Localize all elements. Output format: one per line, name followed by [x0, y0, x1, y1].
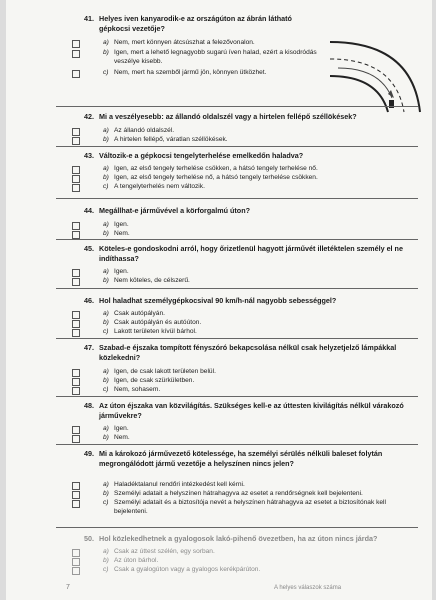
- option-letter: c): [103, 566, 109, 573]
- option-text: Lakott területen kívül bárhol.: [114, 328, 197, 335]
- option-b[interactable]: [6, 490, 426, 499]
- question-text: Az úton éjszaka van közvilágítás. Szükséges kell-e az úttesten kivilágítás nélkül várakozó járművekre?: [99, 401, 404, 420]
- answer-checkbox[interactable]: [72, 320, 80, 328]
- option-letter: c): [103, 499, 109, 506]
- option-a[interactable]: [6, 221, 426, 230]
- option-letter: b): [103, 319, 109, 326]
- option-text: Igen.: [114, 221, 129, 228]
- question-text: Megállhat-e járművével a körforgalmú úton?: [99, 206, 250, 215]
- answer-checkbox[interactable]: [72, 387, 80, 395]
- option-text: Az állandó oldalszél.: [114, 127, 175, 134]
- question-number: 41.: [84, 14, 94, 23]
- answer-checkbox[interactable]: [72, 482, 80, 490]
- option-b[interactable]: [6, 174, 426, 183]
- option-letter: b): [103, 377, 109, 384]
- divider: [56, 288, 418, 289]
- option-text: Személyi adatait a helyszínen hátrahagyva az esetet a rendőrségnek kell bejelenteni.: [114, 490, 363, 497]
- option-a[interactable]: [6, 425, 426, 434]
- question-number: 44.: [84, 206, 94, 215]
- option-c[interactable]: [6, 566, 426, 575]
- option-b[interactable]: [6, 319, 426, 328]
- option-b[interactable]: [6, 377, 426, 386]
- answer-checkbox[interactable]: [72, 50, 80, 58]
- option-letter: a): [103, 425, 109, 432]
- option-text: Nem.: [114, 434, 130, 441]
- answer-checkbox[interactable]: [72, 567, 80, 575]
- road-curve-car-icon: [328, 20, 422, 114]
- option-b[interactable]: [6, 434, 426, 443]
- divider: [56, 239, 418, 240]
- option-text: Igen, de csak lakott területen belül.: [114, 368, 216, 375]
- option-text: Nem, sohasem.: [114, 386, 161, 393]
- option-letter: b): [103, 490, 109, 497]
- question-text: Hol haladhat személygépkocsival 90 km/h-nál nagyobb sebességgel?: [99, 296, 337, 305]
- option-text: Csak autópályán és autóúton.: [114, 319, 202, 326]
- option-letter: a): [103, 481, 109, 488]
- option-text: Igen, mert a lehető legnagyobb sugarú íven halad, ezért a kisodródás veszélye kisebb.: [114, 49, 317, 65]
- option-letter: b): [103, 174, 109, 181]
- option-letter: a): [103, 548, 109, 555]
- option-a[interactable]: [6, 268, 426, 277]
- answer-checkbox[interactable]: [72, 222, 80, 230]
- option-text: Az úton bárhol.: [114, 557, 159, 564]
- option-letter: b): [103, 277, 109, 284]
- option-text: Csak a gyalogúton vagy a gyalogos kerékpárúton.: [114, 566, 261, 573]
- option-a[interactable]: [6, 310, 426, 319]
- answer-checkbox[interactable]: [72, 435, 80, 443]
- answer-checkbox[interactable]: [72, 378, 80, 386]
- option-letter: b): [103, 230, 109, 237]
- question-number: 42.: [84, 112, 94, 121]
- option-a[interactable]: [6, 127, 426, 136]
- question-text: Változik-e a gépkocsi tengelyterhelése emelkedőn haladva?: [99, 151, 304, 160]
- question-number: 47.: [84, 343, 94, 352]
- answer-checkbox[interactable]: [72, 137, 80, 145]
- option-b[interactable]: [6, 136, 426, 145]
- answer-checkbox[interactable]: [72, 231, 80, 239]
- question-text: Mi a károkozó járművezető kötelessége, ha személyi sérülés nélküli baleset folytán megrongálódott jármű vezetője a helyszínen nincs jelen?: [99, 449, 383, 468]
- question-text: Hol közlekedhetnek a gyalogosok lakó-pihenő övezetben, ha az úton nincs járda?: [99, 534, 378, 543]
- answer-checkbox[interactable]: [72, 311, 80, 319]
- option-text: Nem, mert ha szemből jármű jön, könnyen ütközhet.: [114, 69, 267, 76]
- option-letter: a): [103, 221, 109, 228]
- divider: [56, 527, 418, 528]
- option-a[interactable]: [6, 481, 426, 490]
- divider: [56, 146, 418, 147]
- option-text: Igen.: [114, 268, 129, 275]
- question-text: Mi a veszélyesebb: az állandó oldalszél vagy a hirtelen fellépő széllökések?: [99, 112, 357, 121]
- divider: [56, 106, 418, 107]
- answer-checkbox[interactable]: [72, 369, 80, 377]
- option-c[interactable]: [6, 183, 426, 192]
- option-letter: c): [103, 328, 109, 335]
- option-text: A hirtelen fellépő, váratlan széllökések.: [114, 136, 228, 143]
- option-letter: a): [103, 39, 109, 46]
- option-text: Csak autópályán.: [114, 310, 165, 317]
- option-letter: b): [103, 557, 109, 564]
- option-letter: a): [103, 268, 109, 275]
- test-page: [6, 0, 432, 600]
- question-text: Köteles-e gondoskodni arról, hogy őrizetlenül hagyott járművét illetéktelen személy el ne indíthassa?: [99, 244, 403, 263]
- option-b[interactable]: [6, 230, 426, 239]
- answer-checkbox[interactable]: [72, 500, 80, 508]
- answer-checkbox[interactable]: [72, 40, 80, 48]
- answer-checkbox[interactable]: [72, 549, 80, 557]
- question-number: 46.: [84, 296, 94, 305]
- answer-checkbox[interactable]: [72, 426, 80, 434]
- question-number: 45.: [84, 244, 94, 253]
- page-number: 7: [66, 584, 70, 591]
- option-b[interactable]: [6, 277, 426, 286]
- divider: [56, 198, 418, 199]
- answer-checkbox[interactable]: [72, 558, 80, 566]
- option-c[interactable]: [6, 328, 426, 337]
- answer-checkbox[interactable]: [72, 166, 80, 174]
- answer-checkbox[interactable]: [72, 329, 80, 337]
- answer-checkbox[interactable]: [72, 184, 80, 192]
- question-number: 49.: [84, 449, 94, 458]
- option-letter: a): [103, 310, 109, 317]
- option-b[interactable]: [6, 557, 426, 566]
- answer-checkbox[interactable]: [72, 278, 80, 286]
- option-letter: a): [103, 127, 109, 134]
- answer-checkbox[interactable]: [72, 269, 80, 277]
- option-letter: a): [103, 165, 109, 172]
- divider: [56, 444, 418, 445]
- option-c[interactable]: [6, 499, 426, 515]
- option-a[interactable]: [6, 368, 426, 377]
- option-letter: c): [103, 69, 109, 76]
- question-number: 48.: [84, 401, 94, 410]
- option-text: Igen, az első tengely terhelése csökken, a hátsó tengely terhelése nő.: [114, 165, 318, 172]
- option-letter: a): [103, 368, 109, 375]
- option-text: Igen.: [114, 425, 129, 432]
- option-text: Nem köteles, de célszerű.: [114, 277, 190, 284]
- divider: [56, 396, 418, 397]
- option-text: Nem, mert könnyen átcsúszhat a felezővonalon.: [114, 39, 255, 46]
- option-c[interactable]: [6, 386, 426, 395]
- option-text: Személyi adatait és a biztosítója nevét a helyszínen hátrahagyva az esetet a biztosítónak kell bejelenteni.: [114, 499, 386, 515]
- option-letter: c): [103, 183, 109, 190]
- question-text: Szabad-e éjszaka tompított fényszóró bekapcsolása nélkül csak helyzetjelző lámpákkal közlekedni?: [99, 343, 397, 362]
- question-number: 43.: [84, 151, 94, 160]
- option-text: Igen, de csak szürkületben.: [114, 377, 195, 384]
- option-letter: b): [103, 49, 109, 56]
- option-letter: b): [103, 136, 109, 143]
- score-label: A helyes válaszok száma: [274, 585, 342, 591]
- option-text: Igen, az első tengely terhelése nő, a hátsó tengely terhelése csökken.: [114, 174, 318, 181]
- option-letter: c): [103, 386, 109, 393]
- answer-checkbox[interactable]: [72, 175, 80, 183]
- option-a[interactable]: [6, 165, 426, 174]
- option-letter: b): [103, 434, 109, 441]
- answer-checkbox[interactable]: [72, 70, 80, 78]
- answer-checkbox[interactable]: [72, 128, 80, 136]
- answer-checkbox[interactable]: [72, 491, 80, 499]
- option-text: Nem.: [114, 230, 130, 237]
- option-text: Haladéktalanul rendőri intézkedést kell kérni.: [114, 481, 245, 488]
- divider: [56, 338, 418, 339]
- option-text: A tengelyterhelés nem változik.: [114, 183, 205, 190]
- option-text: Csak az úttest szélén, egy sorban.: [114, 548, 215, 555]
- option-a[interactable]: [6, 548, 426, 557]
- question-number: 50.: [84, 534, 94, 543]
- question-text: Helyes iven kanyarodik-e az országúton az ábrán látható gépkocsi vezetője?: [99, 14, 292, 33]
